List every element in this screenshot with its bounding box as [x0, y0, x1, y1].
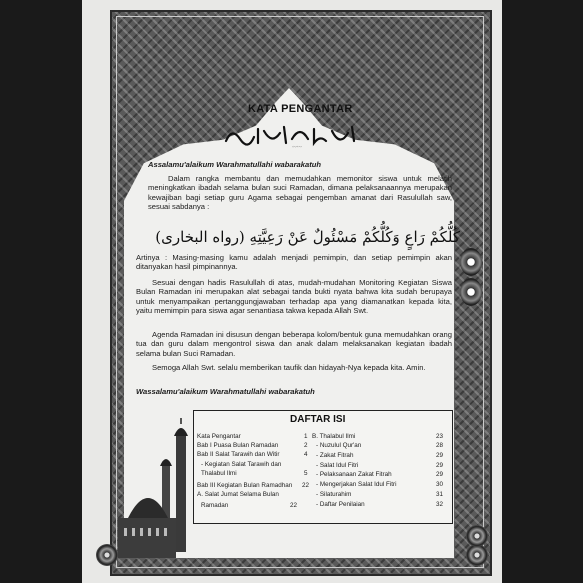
- toc-page: 22: [302, 482, 310, 489]
- toc-page: 1: [304, 433, 308, 440]
- corner-rosette-icon: [96, 544, 118, 566]
- paragraph-1: Dalam rangka membantu dan memudahkan memonitor siswa untuk melatih meningkatkan ibadah selama bulan suci Ramadan, dimana pelaksanaannya merupakan kewajiban bagi setiap guru Agama sebagai pengemban amanat dari Rasulullah saw, sesuai sabdanya :: [148, 174, 452, 212]
- toc-page: 22: [290, 502, 298, 509]
- toc-page: 30: [436, 481, 444, 488]
- toc-entry: - Mengerjakan Salat Idul Fitri: [316, 481, 397, 488]
- paragraph-2: Sesuai dengan hadis Rasulullah di atas, mudah-mudahan Monitoring Kegiatan Siswa Bulan Ramadan ini merupakan alat sebagai tanda bukti nyata bahwa kita sudah berupaya untuk menyampaikan pertanggungjawaban terhadap apa yang diamanatkan kepada kita, yaitu memimpin para siswa agar senantiasa takwa kepada Allah Swt.: [136, 278, 452, 316]
- toc-entry: - Nuzulul Qur'an: [316, 442, 362, 449]
- toc-page: 31: [436, 491, 444, 498]
- paragraph-3: Agenda Ramadan ini disusun dengan beberapa kolom/bentuk guna memudahkan orang tua dan guru dalam mengontrol siswa dan anak dalam melaksanakan kegiatan ibadah selama bulan Suci Ramadan.: [136, 330, 452, 358]
- closing-greeting: Wassalamu'alaikum Warahmatullahi wabarakatuh: [136, 387, 315, 396]
- toc-entry: - Zakat Fitrah: [316, 452, 354, 459]
- toc-page: 4: [304, 451, 308, 458]
- toc-page: 29: [436, 462, 444, 469]
- toc-entry: - Kegiatan Salat Tarawih dan: [201, 461, 282, 468]
- mosque-illustration-icon: [118, 418, 196, 558]
- toc-page: 28: [436, 442, 444, 449]
- toc-page: 29: [436, 471, 444, 478]
- toc-entry: Ramadan: [201, 502, 229, 509]
- toc-entry: - Pelaksanaan Zakat Fitrah: [316, 471, 392, 478]
- toc-entry: Kata Pengantar: [197, 433, 241, 440]
- bismillah-calligraphy-icon: [222, 121, 362, 149]
- hadith-translation: Artinya : Masing-masing kamu adalah menjadi pemimpin, dan setiap pemimpin akan ditanyakan hasil pimpinannya.: [136, 253, 452, 272]
- toc-page: 32: [436, 501, 444, 508]
- corner-rosette-icon: [466, 544, 488, 566]
- toc-entry: A. Salat Jumat Selama Bulan: [197, 491, 279, 498]
- toc-page: 2: [304, 442, 308, 449]
- hadith-arabic: كُلُّكُمْ رَاعٍ وَكُلُّكُمْ مَسْئُولٌ عَنْ رَعِيَّتِهِ (رواه البخارى): [155, 228, 460, 246]
- toc-page: 5: [304, 470, 308, 477]
- toc-entry: - Silaturahim: [316, 491, 352, 498]
- toc-entry: - Daftar Penilaian: [316, 501, 365, 508]
- opening-greeting: Assalamu'alaikum Warahmatullahi wabarakatuh: [148, 160, 322, 169]
- svg-text:بِسْمِ اللهِ الرَّحْمٰنِ الرَّ: بِسْمِ اللهِ الرَّحْمٰنِ الرَّحِيْمِ: [292, 147, 302, 148]
- page-title: KATA PENGANTAR: [248, 103, 353, 115]
- right-ornament-icon: [460, 248, 482, 276]
- corner-rosette-icon: [466, 525, 488, 547]
- toc-entry: - Salat Idul Fitri: [316, 462, 359, 469]
- paragraph-4: Semoga Allah Swt. selalu memberikan taufik dan hidayah-Nya kepada kita. Amin.: [152, 363, 426, 372]
- toc-page: 23: [436, 433, 444, 440]
- toc-entry: B. Thalabul Ilmi: [312, 433, 356, 440]
- toc-entry: Bab II Salat Tarawih dan Witir: [197, 451, 280, 458]
- toc-entry: Thalabul Ilmi: [201, 470, 237, 477]
- toc-entry: Bab I Puasa Bulan Ramadan: [197, 442, 279, 449]
- right-ornament-icon: [460, 278, 482, 306]
- toc-entry: Bab III Kegiatan Bulan Ramadhan: [197, 482, 293, 489]
- toc-title: DAFTAR ISI: [290, 414, 346, 425]
- toc-page: 29: [436, 452, 444, 459]
